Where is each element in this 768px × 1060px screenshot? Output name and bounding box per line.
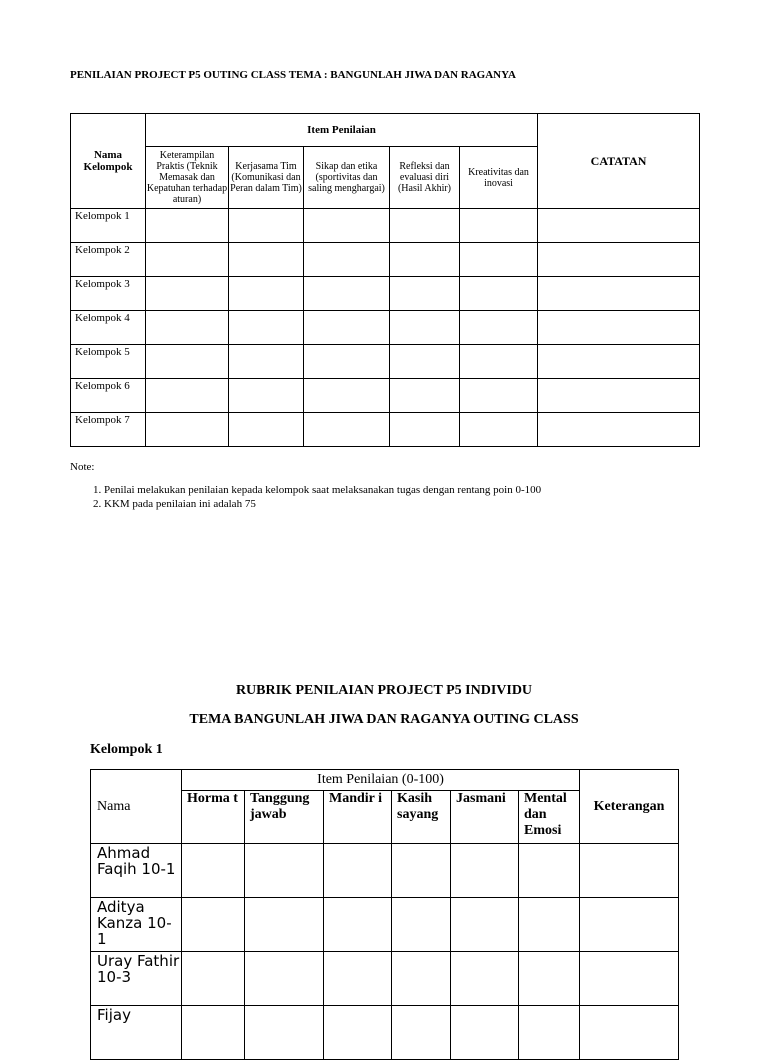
group-name: Kelompok 4 — [71, 311, 146, 345]
column-header: Kerjasama Tim (Komunikasi dan Peran dalam Tim) — [229, 147, 304, 209]
score-cell[interactable] — [304, 277, 390, 311]
column-header: Refleksi dan evaluasi diri (Hasil Akhir) — [390, 147, 460, 209]
score-cell[interactable] — [460, 379, 538, 413]
student-name: Aditya Kanza 10-1 — [91, 898, 182, 952]
score-cell[interactable] — [182, 1006, 245, 1060]
rubric-title: RUBRIK PENILAIAN PROJECT P5 INDIVIDU — [235, 683, 533, 698]
score-cell[interactable] — [229, 413, 304, 447]
score-cell[interactable] — [390, 379, 460, 413]
group-name: Kelompok 1 — [71, 209, 146, 243]
score-cell[interactable] — [245, 952, 324, 1006]
score-cell[interactable] — [460, 311, 538, 345]
column-header: Jasmani — [451, 791, 519, 844]
score-cell[interactable] — [460, 243, 538, 277]
nama-header: Nama — [91, 770, 182, 844]
score-cell[interactable] — [392, 952, 451, 1006]
catatan-cell[interactable] — [538, 209, 700, 243]
column-header: Kasih sayang — [392, 791, 451, 844]
column-header: Sikap dan etika (sportivitas dan saling menghargai) — [304, 147, 390, 209]
column-header: Horma t — [182, 791, 245, 844]
group-name: Kelompok 6 — [71, 379, 146, 413]
score-cell[interactable] — [390, 345, 460, 379]
score-cell[interactable] — [229, 345, 304, 379]
notes-list — [70, 483, 541, 511]
score-cell[interactable] — [460, 209, 538, 243]
score-cell[interactable] — [146, 413, 229, 447]
column-header: Mandir i — [324, 791, 392, 844]
score-cell[interactable] — [460, 345, 538, 379]
keterangan-cell[interactable] — [580, 1006, 679, 1060]
kelompok-label: Kelompok 1 — [90, 742, 163, 757]
rubric-subtitle: TEMA BANGUNLAH JIWA DAN RAGANYA OUTING CLASS — [189, 712, 579, 727]
score-cell[interactable] — [390, 413, 460, 447]
score-cell[interactable] — [146, 311, 229, 345]
keterangan-cell[interactable] — [580, 952, 679, 1006]
keterangan-cell[interactable] — [580, 844, 679, 898]
list-item: 1. Penilai melakukan penilaian kepada kelompok saat melaksanakan tugas dengan rentang poin 0-100 — [104, 483, 541, 497]
item-penilaian-header: Item Penilaian (0-100) — [182, 770, 580, 791]
student-name: Fijay — [91, 1006, 182, 1060]
catatan-cell[interactable] — [538, 277, 700, 311]
table-row — [91, 898, 679, 952]
score-cell[interactable] — [392, 1006, 451, 1060]
group-assessment-table — [70, 113, 700, 447]
catatan-cell[interactable] — [538, 379, 700, 413]
column-header: Kreativitas dan inovasi — [460, 147, 538, 209]
student-name: Ahmad Faqih 10-1 — [91, 844, 182, 898]
table-row — [71, 277, 700, 311]
score-cell[interactable] — [519, 952, 580, 1006]
table-row — [91, 844, 679, 898]
score-cell[interactable] — [451, 898, 519, 952]
student-name: Uray Fathir 10-3 — [91, 952, 182, 1006]
score-cell[interactable] — [146, 345, 229, 379]
table-row — [71, 243, 700, 277]
score-cell[interactable] — [182, 898, 245, 952]
score-cell[interactable] — [519, 1006, 580, 1060]
score-cell[interactable] — [245, 898, 324, 952]
score-cell[interactable] — [519, 898, 580, 952]
column-header: Tanggung jawab — [245, 791, 324, 844]
table-row — [71, 413, 700, 447]
score-cell[interactable] — [245, 1006, 324, 1060]
score-cell[interactable] — [229, 311, 304, 345]
score-cell[interactable] — [304, 379, 390, 413]
table-row — [71, 345, 700, 379]
nama-kelompok-header: Nama Kelompok — [71, 114, 146, 209]
table-row — [71, 379, 700, 413]
score-cell[interactable] — [390, 209, 460, 243]
item-penilaian-header: Item Penilaian — [146, 114, 538, 147]
score-cell[interactable] — [304, 345, 390, 379]
score-cell[interactable] — [460, 277, 538, 311]
score-cell[interactable] — [304, 209, 390, 243]
catatan-cell[interactable] — [538, 345, 700, 379]
score-cell[interactable] — [392, 844, 451, 898]
score-cell[interactable] — [229, 277, 304, 311]
score-cell[interactable] — [182, 952, 245, 1006]
group-name: Kelompok 2 — [71, 243, 146, 277]
score-cell[interactable] — [324, 844, 392, 898]
score-cell[interactable] — [146, 277, 229, 311]
score-cell[interactable] — [229, 209, 304, 243]
score-cell[interactable] — [146, 379, 229, 413]
table-row — [91, 952, 679, 1006]
score-cell[interactable] — [324, 898, 392, 952]
score-cell[interactable] — [304, 413, 390, 447]
list-item: 2. KKM pada penilaian ini adalah 75 — [104, 497, 541, 511]
score-cell[interactable] — [451, 844, 519, 898]
score-cell[interactable] — [229, 243, 304, 277]
table-row — [71, 209, 700, 243]
keterangan-header: Keterangan — [580, 770, 679, 844]
score-cell[interactable] — [245, 844, 324, 898]
document-title: PENILAIAN PROJECT P5 OUTING CLASS TEMA : BANGUNLAH JIWA DAN RAGANYA — [70, 69, 516, 81]
column-header: Mental dan Emosi — [519, 791, 580, 844]
score-cell[interactable] — [451, 1006, 519, 1060]
individual-assessment-table — [90, 769, 679, 1060]
score-cell[interactable] — [324, 1006, 392, 1060]
score-cell[interactable] — [304, 311, 390, 345]
score-cell[interactable] — [304, 243, 390, 277]
group-name: Kelompok 3 — [71, 277, 146, 311]
table-row — [71, 311, 700, 345]
score-cell[interactable] — [229, 379, 304, 413]
score-cell[interactable] — [451, 952, 519, 1006]
score-cell[interactable] — [324, 952, 392, 1006]
table-row — [91, 1006, 679, 1060]
group-name: Kelompok 7 — [71, 413, 146, 447]
catatan-cell[interactable] — [538, 311, 700, 345]
score-cell[interactable] — [182, 844, 245, 898]
catatan-cell[interactable] — [538, 413, 700, 447]
keterangan-cell[interactable] — [580, 898, 679, 952]
score-cell[interactable] — [392, 898, 451, 952]
score-cell[interactable] — [146, 243, 229, 277]
column-header: Keterampilan Praktis (Teknik Memasak dan Kepatuhan terhadap aturan) — [146, 147, 229, 209]
score-cell[interactable] — [146, 209, 229, 243]
score-cell[interactable] — [519, 844, 580, 898]
score-cell[interactable] — [390, 243, 460, 277]
group-name: Kelompok 5 — [71, 345, 146, 379]
score-cell[interactable] — [390, 277, 460, 311]
note-label: Note: — [70, 461, 95, 473]
score-cell[interactable] — [460, 413, 538, 447]
catatan-cell[interactable] — [538, 243, 700, 277]
catatan-header: CATATAN — [538, 114, 700, 209]
score-cell[interactable] — [390, 311, 460, 345]
